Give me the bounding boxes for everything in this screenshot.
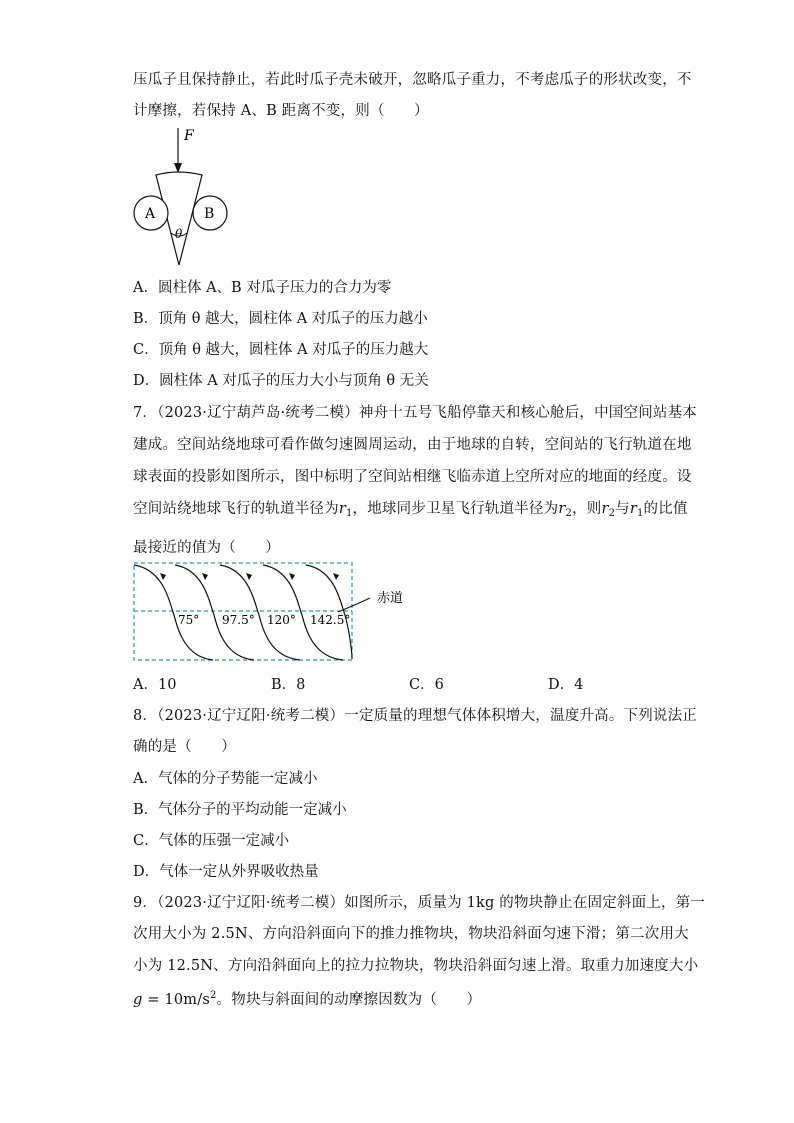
q6-option-a: A．圆柱体 A、B 对瓜子压力的合力为零 <box>133 280 392 296</box>
q7-line1: 7．（2023·辽宁葫芦岛·统考二模）神舟十五号飞船停靠天和核心舱后，中国空间站基本 <box>133 405 697 421</box>
angle-theta-label: θ <box>175 227 183 241</box>
q8-option-d: D．气体一定从外界吸收热量 <box>133 864 319 880</box>
longitude-label-3: 120° <box>267 613 296 627</box>
q6-option-d: D．圆柱体 A 对瓜子的压力大小与顶角 θ 无关 <box>133 373 429 389</box>
longitude-label-1: 75° <box>178 613 200 627</box>
q9-line1: 9．（2023·辽宁辽阳·统考二模）如图所示，质量为 1kg 的物块静止在固定斜面上，第一 <box>133 895 706 911</box>
q7-choices <box>0 673 794 693</box>
q7-figure-ground-track <box>130 560 420 665</box>
q7-line5: 最接近的值为（ ） <box>133 540 280 556</box>
q8-option-a: A．气体的分子势能一定减小 <box>133 771 318 787</box>
q7-line2: 建成。空间站绕地球可看作做匀速圆周运动，由于地球的自转，空间站的飞行轨道在地 <box>133 437 692 453</box>
q7-line4: 空间站绕地球飞行的轨道半径为$r_1$，地球同步卫星飞行轨道半径为$r_2$，则$r_2$与$r_1$的比值 <box>133 501 688 519</box>
force-label: F <box>184 128 194 144</box>
longitude-label-4: 142.5° <box>310 613 351 627</box>
longitude-label-2: 97.5° <box>222 613 255 627</box>
q7-line3: 球表面的投影如图所示，图中标明了空间站相继飞临赤道上空所对应的地面的经度。设 <box>133 469 692 485</box>
q6-figure-seed-diagram <box>130 125 240 270</box>
q8-option-b: B．气体分子的平均动能一定减小 <box>133 802 347 818</box>
q8-option-c: C．气体的压强一定减小 <box>133 833 290 849</box>
q7-choice-c: C．6 <box>409 677 444 693</box>
q6-option-b: B．顶角 θ 越大，圆柱体 A 对瓜子的压力越小 <box>133 311 428 327</box>
q8-line2: 确的是（ ） <box>133 739 236 755</box>
q6-stem-line2: 计摩擦，若保持 A、B 距离不变，则（ ） <box>133 103 429 119</box>
equator-label: 赤道 <box>377 591 404 606</box>
q7-choice-b: B．8 <box>271 677 306 693</box>
ball-a-label: A <box>145 206 156 222</box>
q6-stem-line1: 压瓜子且保持静止，若此时瓜子壳未破开，忽略瓜子重力，不考虑瓜子的形状改变，不 <box>133 72 692 88</box>
ball-b-label: B <box>204 206 215 222</box>
q8-line1: 8．（2023·辽宁辽阳·统考二模）一定质量的理想气体体积增大，温度升高。下列说法正 <box>133 708 697 724</box>
q6-option-c: C．顶角 θ 越大，圆柱体 A 对瓜子的压力越大 <box>133 342 429 358</box>
q7-choice-a: A．10 <box>133 677 177 693</box>
q9-line3: 小为 12.5N、方向沿斜面向上的拉力拉物块，物块沿斜面匀速上滑。取重力加速度大小 <box>133 958 699 974</box>
q9-line2: 次用大小为 2.5N、方向沿斜面向下的推力推物块，物块沿斜面匀速下滑；第二次用大 <box>133 926 689 942</box>
q7-choice-d: D．4 <box>548 677 584 693</box>
q9-line4: $g = 10m/s^2$。物块与斜面间的动摩擦因数为（ ） <box>133 990 482 1008</box>
